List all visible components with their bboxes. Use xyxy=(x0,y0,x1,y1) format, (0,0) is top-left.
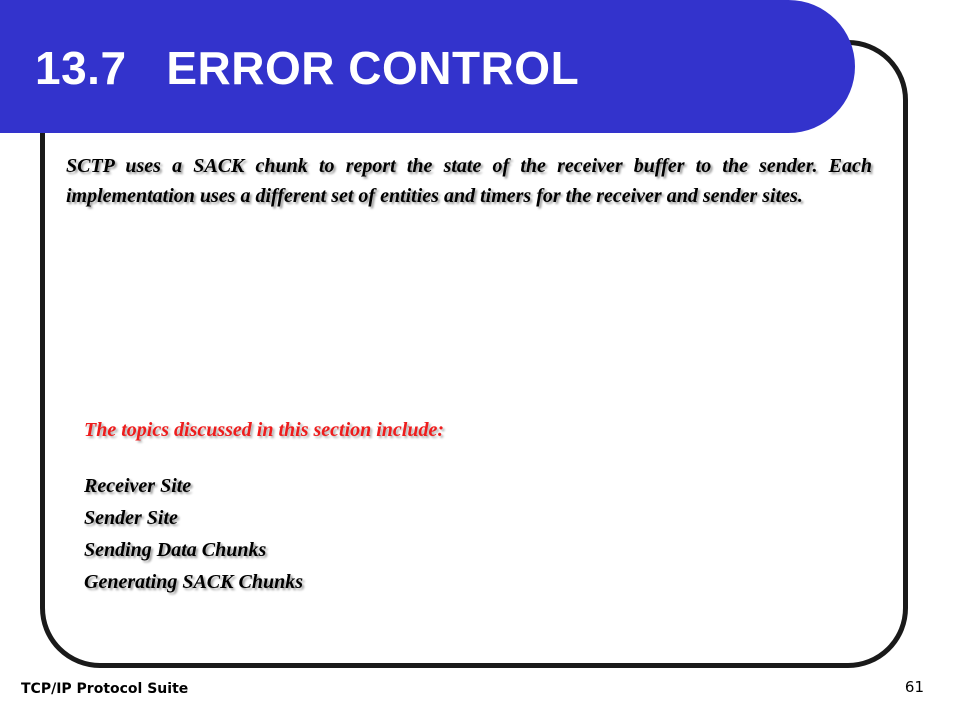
topic-item-generating-sack-chunks: Generating SACK Chunks xyxy=(84,571,303,593)
topics-heading: The topics discussed in this section include: xyxy=(84,419,445,441)
intro-paragraph: SCTP uses a SACK chunk to report the state of the receiver buffer to the sender. Each implementation uses a different set of entities and timers for the receiver and sender sites. xyxy=(66,155,872,207)
page-number: 61 xyxy=(904,678,924,696)
title-banner xyxy=(0,0,855,133)
topic-item-receiver-site: Receiver Site xyxy=(84,475,192,497)
footer-book-title: TCP/IP Protocol Suite xyxy=(21,681,189,697)
topic-item-sender-site: Sender Site xyxy=(84,507,178,529)
topics-list xyxy=(84,470,303,598)
slide-title: 13.7 ERROR CONTROL xyxy=(35,42,580,94)
topic-item-sending-data-chunks: Sending Data Chunks xyxy=(84,539,267,561)
